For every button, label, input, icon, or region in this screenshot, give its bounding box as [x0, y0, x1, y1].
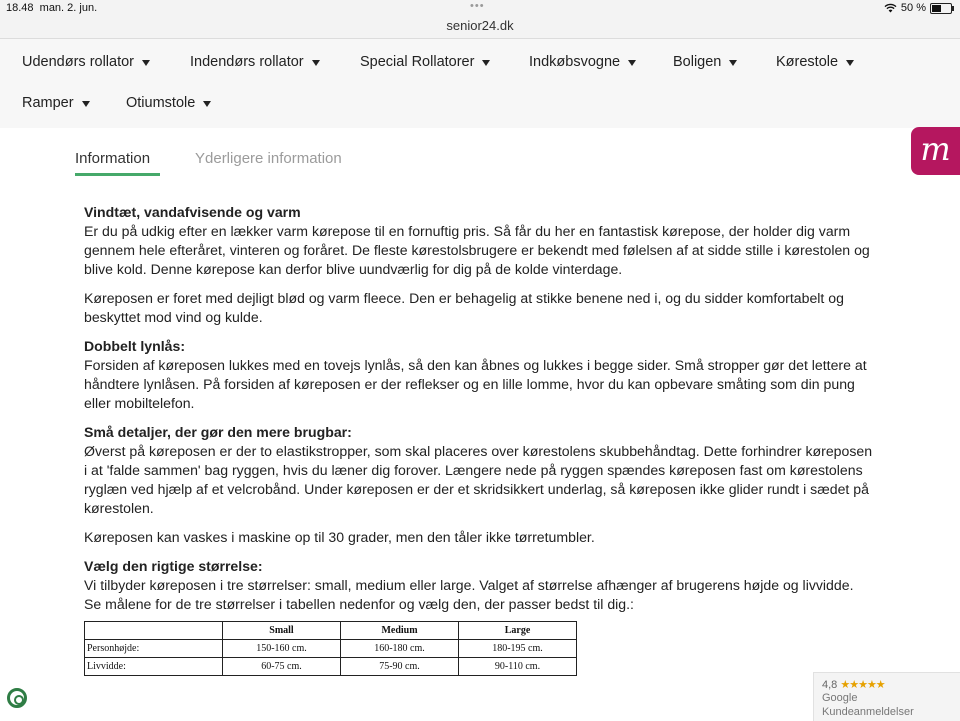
- review-rating-line: [822, 678, 885, 691]
- wifi-icon: [884, 3, 897, 13]
- tab-information[interactable]: Information: [75, 150, 151, 167]
- table-header-large: Large: [459, 622, 577, 640]
- review-label: Kundeanmeldelser: [822, 706, 914, 718]
- address-bar[interactable]: senior24.dk: [446, 18, 514, 33]
- status-bar: [0, 0, 960, 39]
- nav-item-otiumstole[interactable]: Otiumstole: [126, 95, 211, 111]
- active-tab-indicator: [75, 173, 160, 176]
- nav-item-special-rollatorer[interactable]: Special Rollatorer: [360, 54, 490, 70]
- caret-down-icon: [312, 60, 320, 66]
- heading-details: Små detaljer, der gør den mere brugbar:: [84, 424, 352, 440]
- caret-down-icon: [203, 101, 211, 107]
- tab-yderligere-information[interactable]: Yderligere information: [195, 150, 342, 167]
- heading-zipper: Dobbelt lynlås:: [84, 338, 186, 354]
- nav-item-udendors-rollator[interactable]: Udendørs rollator: [22, 54, 150, 70]
- section-size: [84, 557, 874, 614]
- caret-down-icon: [142, 60, 150, 66]
- table-cell: 160-180 cm.: [341, 640, 459, 658]
- caret-down-icon: [846, 60, 854, 66]
- more-dots-icon[interactable]: •••: [470, 0, 485, 12]
- heading-size: Vælg den rigtige størrelse:: [84, 558, 263, 574]
- nav-item-boligen[interactable]: Boligen: [673, 54, 737, 70]
- paragraph-washing: Køreposen kan vaskes i maskine op til 30 grader, men den tåler ikke tørretumbler.: [84, 529, 595, 545]
- table-cell: 150-160 cm.: [223, 640, 341, 658]
- table-cell: 60-75 cm.: [223, 658, 341, 676]
- main-nav: [0, 39, 960, 128]
- table-row: [85, 658, 577, 676]
- table-header-empty: [85, 622, 223, 640]
- status-right: [884, 2, 952, 14]
- table-header-small: Small: [223, 622, 341, 640]
- google-reviews-widget[interactable]: [813, 672, 960, 721]
- caret-down-icon: [82, 101, 90, 107]
- table-cell-label: Personhøjde:: [85, 640, 223, 658]
- section-zipper: [84, 337, 874, 413]
- table-header-row: [85, 622, 577, 640]
- status-time: 18.48 man. 2. jun.: [6, 2, 98, 14]
- section-details: [84, 423, 874, 518]
- ring-widget-icon[interactable]: [7, 688, 27, 708]
- star-rating-icon: ★★★★★: [840, 679, 885, 691]
- table-header-medium: Medium: [341, 622, 459, 640]
- review-provider: Google: [822, 692, 858, 704]
- table-cell: 180-195 cm.: [459, 640, 577, 658]
- section-warmth: [84, 203, 874, 279]
- nav-item-indkobsvogne[interactable]: Indkøbsvogne: [529, 54, 636, 70]
- paragraph-zipper: Forsiden af køreposen lukkes med en tovejs lynlås, så den kan åbnes og lukkes i begge sider. Små stropper gør det lettere at håndtere lynlåsen. På forsiden af køreposen er der reflekser og en lille lomme, hvor du kan opbevare småting som din pung eller mobiltelefon.: [84, 357, 867, 411]
- heading-warmth: Vindtæt, vandafvisende og varm: [84, 204, 301, 220]
- caret-down-icon: [729, 60, 737, 66]
- paragraph-fleece: Køreposen er foret med dejligt blød og varm fleece. Den er behagelig at stikke benene ned i, og du sidder komfortabelt og beskyttet mod vind og kulde.: [84, 290, 844, 325]
- paragraph-details: Øverst på køreposen er der to elastikstropper, som skal placeres over kørestolens skubbehåndtag. Dette forhindrer køreposen i at 'falde sammen' bag ryggen, hvis du læner dig forover. Længere nede på ryggen spændes køreposen fast om kørestolens ryglæn ved hjælp af et velcrobånd. Under køreposen er der et skridsikkert underlag, så køreposen ikke glider rundt i sædet på kørestolen.: [84, 443, 873, 516]
- nav-item-indendors-rollator[interactable]: Indendørs rollator: [190, 54, 320, 70]
- caret-down-icon: [482, 60, 490, 66]
- nav-item-korestole[interactable]: Kørestole: [776, 54, 854, 70]
- product-description: [84, 203, 874, 624]
- battery-percent: 50 %: [900, 2, 926, 14]
- caret-down-icon: [628, 60, 636, 66]
- table-row: [85, 640, 577, 658]
- review-rating: 4,8: [822, 679, 838, 691]
- table-cell: 90-110 cm.: [459, 658, 577, 676]
- table-cell: 75-90 cm.: [341, 658, 459, 676]
- size-table: [84, 621, 577, 676]
- paragraph-intro: Er du på udkig efter en lækker varm kørepose til en fornuftig pris. Så får du her en fantastisk kørepose, der holder dig varm gennem hele efteråret, vinteren og foråret. De fleste kørestolsbrugere er bekendt med følelsen af at sidde stille i kørestolen og blive kold. Denne kørepose kan derfor blive uundværlig for dig på de kolde vinterdage.: [84, 223, 870, 277]
- nav-item-ramper[interactable]: Ramper: [22, 95, 90, 111]
- brand-m-icon[interactable]: m: [911, 127, 960, 175]
- table-cell-label: Livvidde:: [85, 658, 223, 676]
- battery-icon: [930, 3, 952, 14]
- paragraph-size: Vi tilbyder køreposen i tre størrelser: small, medium eller large. Valget af størrelse afhænger af brugerens højde og livvidde. Se målene for de tre størrelser i tabellen nedenfor og vælg den, der passer bedst til dig.:: [84, 577, 854, 612]
